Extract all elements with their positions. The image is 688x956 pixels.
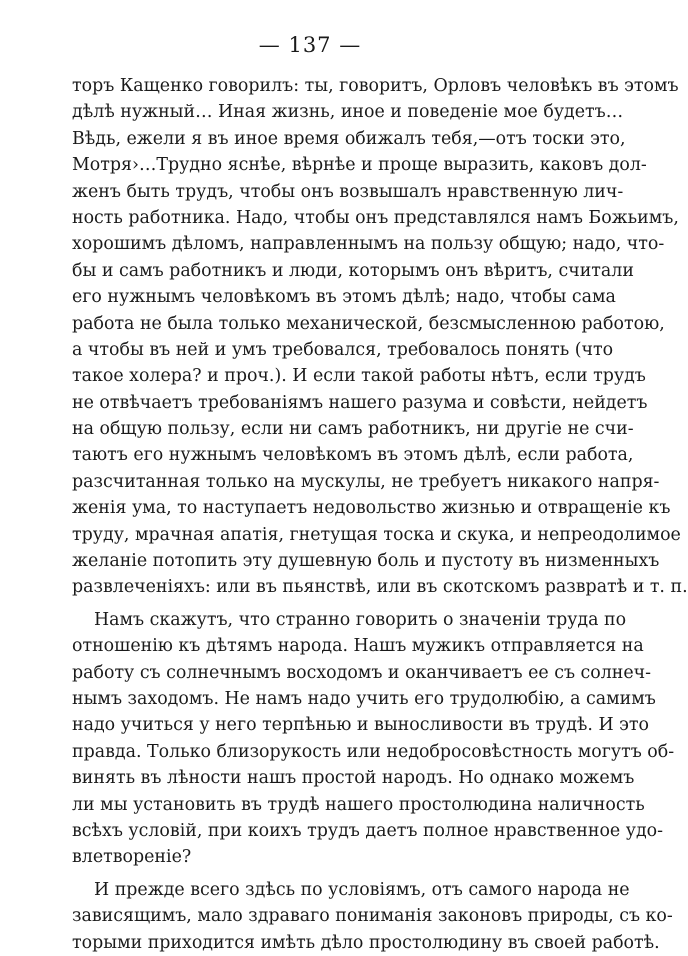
- text-line: труду, мрачная апатія, гнетущая тоска и скука, и непреодолимое: [72, 524, 681, 545]
- text-line: винять въ лѣности нашъ простой народъ. Но однако можемъ: [72, 768, 635, 789]
- text-line: разсчитанная только на мускулы, не требуетъ никакого напря-: [72, 471, 660, 492]
- text-line: торъ Кащенко говорилъ: ты, говоритъ, Орловъ человѣкъ въ этомъ: [72, 76, 679, 96]
- text-line: а чтобы въ ней и умъ требовался, требовалось понять (что: [72, 339, 614, 360]
- page-number: — 137 —: [258, 33, 362, 57]
- text-line: влетвореніе?: [72, 847, 192, 868]
- text-line: надо учиться у него терпѣнью и выносливости въ трудѣ. И это: [72, 715, 649, 736]
- text-line: ность работника. Надо, чтобы онъ представлялся намъ Божьимъ,: [72, 207, 679, 228]
- text-line: желаніе потопить эту душевную боль и пустоту въ низменныхъ: [72, 551, 660, 572]
- text-line: его нужнымъ человѣкомъ въ этомъ дѣлѣ; надо, чтобы сама: [72, 287, 616, 308]
- text-line: таютъ его нужнымъ человѣкомъ въ этомъ дѣлѣ, если работа,: [72, 445, 634, 466]
- text-line: на общую пользу, если ни самъ работникъ, ни другіе не счи-: [72, 419, 634, 440]
- text-line: работа не была только механической, безсмысленною работою,: [72, 313, 665, 334]
- text-line: Мотря›…Трудно яснѣе, вѣрнѣе и проще выразить, каковъ дол-: [72, 155, 647, 176]
- text-line: отношенію къ дѣтямъ народа. Нашъ мужикъ отправляется на: [72, 636, 644, 657]
- text-line: Вѣдь, ежели я въ иное время обижалъ тебя,—отъ тоски это,: [72, 128, 626, 149]
- text-line: бы и самъ работникъ и люди, которымъ онъ вѣритъ, считали: [72, 260, 634, 281]
- text-line: работу съ солнечнымъ восходомъ и оканчиваетъ ее съ солнеч-: [72, 662, 652, 683]
- text-line: дѣлѣ нужный… Иная жизнь, иное и поведеніе мое будетъ…: [72, 102, 624, 123]
- body-text: [72, 73, 688, 956]
- text-line: всѣхъ условій, при коихъ трудъ даетъ полное нравственное удо-: [72, 820, 664, 841]
- text-line: такое холера? и проч.). И если такой работы нѣтъ, если трудъ: [72, 366, 646, 387]
- text-line: И прежде всего здѣсь по условіямъ, отъ самого народа не: [94, 879, 630, 900]
- text-line: женія ума, то наступаетъ недовольство жизнью и отвращеніе къ: [72, 498, 671, 519]
- text-line: зависящимъ, мало здраваго пониманія законовъ природы, съ ко-: [72, 906, 673, 927]
- text-line: развлеченіяхъ: или въ пьянствѣ, или въ скотскомъ развратѣ и т. п.: [72, 577, 688, 598]
- text-line: ли мы установить въ трудѣ нашего простолюдина наличность: [72, 794, 645, 815]
- text-line: женъ быть трудъ, чтобы онъ возвышалъ нравственную лич-: [72, 181, 624, 202]
- text-line: нымъ заходомъ. Не намъ надо учить его трудолюбію, а самимъ: [72, 688, 656, 709]
- text-line: Намъ скажутъ, что странно говорить о значеніи труда по: [94, 609, 627, 630]
- text-line: правда. Только близорукость или недобросовѣстность могутъ об-: [72, 741, 675, 762]
- text-line: торыми приходится имѣть дѣло простолюдину въ своей работѣ.: [72, 932, 660, 953]
- text-line: хорошимъ дѣломъ, направленнымъ на пользу общую; надо, что-: [72, 234, 665, 255]
- text-line: не отвѣчаетъ требованіямъ нашего разума и совѣсти, нейдетъ: [72, 392, 648, 413]
